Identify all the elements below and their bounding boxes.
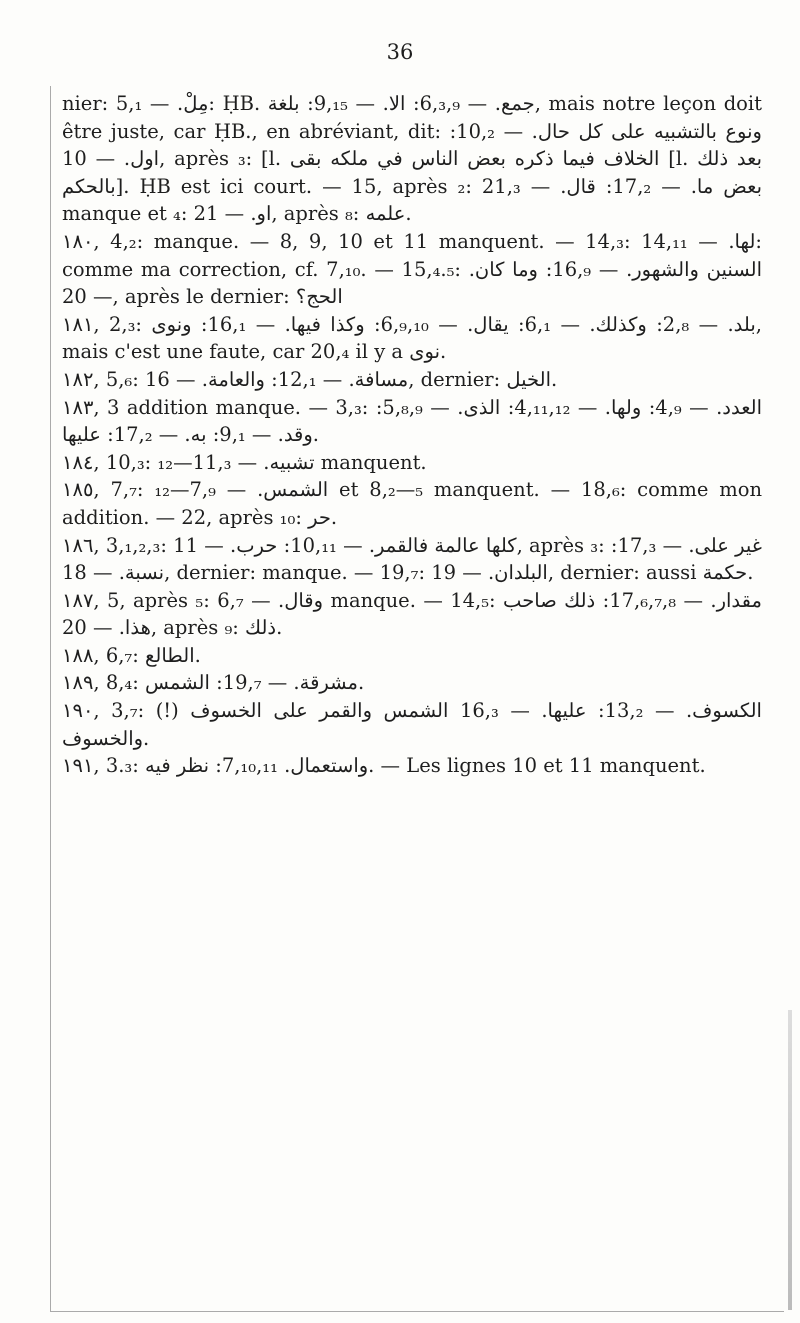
page-number: 36 [386,40,414,64]
notes-body [62,90,762,780]
note-paragraph: ١٩٠, 3,₇: الكسوف. — 13,₂: عليها. — 16,₃ الشمس والقمر على الخسوف (!) والخسوف. [62,699,762,750]
note-paragraph: ١٨١, 2,₃: بلد. — 2,₈: وكذلك. — 6,₁: يقال. — 6,₉,₁₀: وكذا فيها. — 16,₁: ونوى, mais c'est une faute, car 20,₄ il y a نوى. [62,312,762,364]
note-paragraph: ١٨٨, 6,₇: الطالع. [62,643,201,667]
note-paragraph: ١٨٣, 3 addition manque. — 3,₃: العدد. — 4,₉: ولها. — 4,₁₁,₁₂: الذى. — 5,₈,₉: وقد. — 9,₁: به. — 17,₂: عليها. [62,395,762,447]
note-paragraph: ١٨٥, 7,₇: الشمس. — 7,₉—₁₂ et 8,₂—₅ manquent. — 18,₆: comme mon addition. — 22, après ₁₀: حر. [62,478,763,529]
note-paragraph: ١٨٩, 8,₄: مشرقة. — 19,₇: الشمس. [62,671,365,695]
note-paragraph: nier: مِلْ. — 5,₁: ḤB. جمع. — 6,₃,₉: الا. — 9,₁₅: بلغة, mais notre leçon doit être juste, car ḤB., en abréviant, dit: ونوع بالتشبيه على كل حال. — 10,₂: اول. — 10, après ₃: [l. الخلاف فيما ذكره بعض الناس في ملكه بقى [l. بعد ذلك بالحكم]. ḤB est ici court. — 15, après ₂: بعض ما. — 17,₂: قال. — 21,₃ manque et ₄: او. — 21, après ₈: علمه. [62,92,763,226]
note-paragraph: ١٨٦, 3,₁,₂,₃: كلها عالمة فالقمر. — 10,₁₁: حرب. — 11, après ₃: غير على. — 17,₃: نسبة. — 18, dernier: manque. — 19,₇: البلدان. — 19, dernier: aussi حكمة. [62,533,762,585]
note-paragraph: ١٨٠, 4,₂: manque. — 8, 9, 10 et 11 manquent. — 14,₃: لها. — 14,₁₁: comme ma correction, cf. 7,₁₀. — 15,₄.₅: السنين والشهور. — 16,₉: وما كان. — 20, après le dernier: الحج؟ [62,229,763,309]
note-paragraph: ١٩١, 3.₃: واستعمال. 7,₁₀,₁₁: نظر فيه. — Les lignes 10 et 11 manquent. [62,754,706,778]
note-paragraph: ١٨٤, 10,₃: تشبيه. — 11,₃—₁₂ manquent. [62,450,427,474]
page-edge-shadow [788,1010,792,1310]
note-paragraph: ١٨٢, 5,₆: مسافة. — 12,₁: والعامة. — 16, dernier: الخيل. [62,367,558,391]
note-paragraph: ١٨٧, 5, après ₅: وقال. — 6,₇ manque. — 14,₅: مقدار. — 17,₆,₇,₈: ذلك صاحب هذا. — 20, après ₉: ذلك. [62,588,762,640]
